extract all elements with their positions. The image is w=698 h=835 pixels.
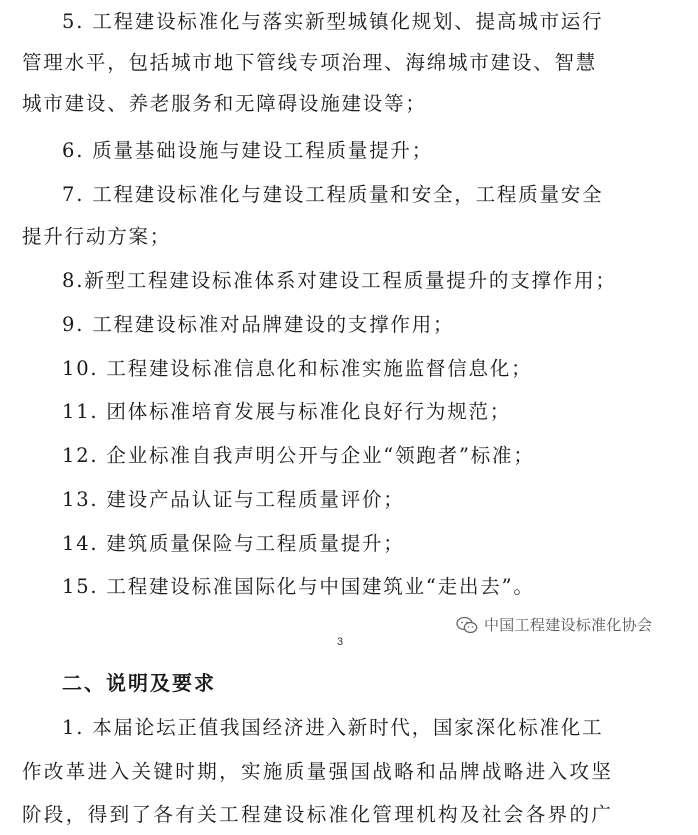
- list-item-6: 6. 质量基础设施与建设工程质量提升；: [62, 139, 434, 162]
- list-item-11: 11. 团体标准培育发展与标准化良好行为规范；: [62, 400, 512, 423]
- page-number: 3: [337, 636, 344, 648]
- watermark-text: 中国工程建设标准化协会: [484, 616, 653, 634]
- list-item-14: 14. 建筑质量保险与工程质量提升；: [62, 532, 405, 555]
- body-paragraph-line-1: 1. 本届论坛正值我国经济进入新时代，国家深化标准化工: [62, 716, 604, 739]
- list-item-7-line-2: 提升行动方案；: [22, 225, 172, 248]
- list-item-5-line-3: 城市建设、养老服务和无障碍设施建设等；: [22, 92, 427, 115]
- wechat-icon: [456, 616, 478, 634]
- watermark: [456, 614, 652, 635]
- body-paragraph-line-3: 阶段，得到了各有关工程建设标准化管理机构及社会各界的广: [22, 803, 614, 826]
- list-item-7-line-1: 7. 工程建设标准化与建设工程质量和安全，工程质量安全: [62, 183, 604, 206]
- list-item-9: 9. 工程建设标准对品牌建设的支撑作用；: [62, 313, 455, 336]
- section-heading: 二、说明及要求: [62, 671, 216, 695]
- list-item-5-line-2: 管理水平，包括城市地下管线专项治理、海绵城市建设、智慧: [22, 51, 598, 74]
- list-item-15: 15. 工程建设标准国际化与中国建筑业“走出去”。: [62, 575, 535, 598]
- list-item-5-line-1: 5. 工程建设标准化与落实新型城镇化规划、提高城市运行: [62, 10, 604, 33]
- body-paragraph-line-2: 作改革进入关键时期，实施质量强国战略和品牌战略进入攻坚: [22, 760, 614, 783]
- list-item-12: 12. 企业标准自我声明公开与企业“领跑者”标准；: [62, 444, 535, 467]
- list-item-8: 8.新型工程建设标准体系对建设工程质量提升的支撑作用；: [62, 269, 617, 292]
- list-item-13: 13. 建设产品认证与工程质量评价；: [62, 488, 405, 511]
- list-item-10: 10. 工程建设标准信息化和标准实施监督信息化；: [62, 357, 533, 380]
